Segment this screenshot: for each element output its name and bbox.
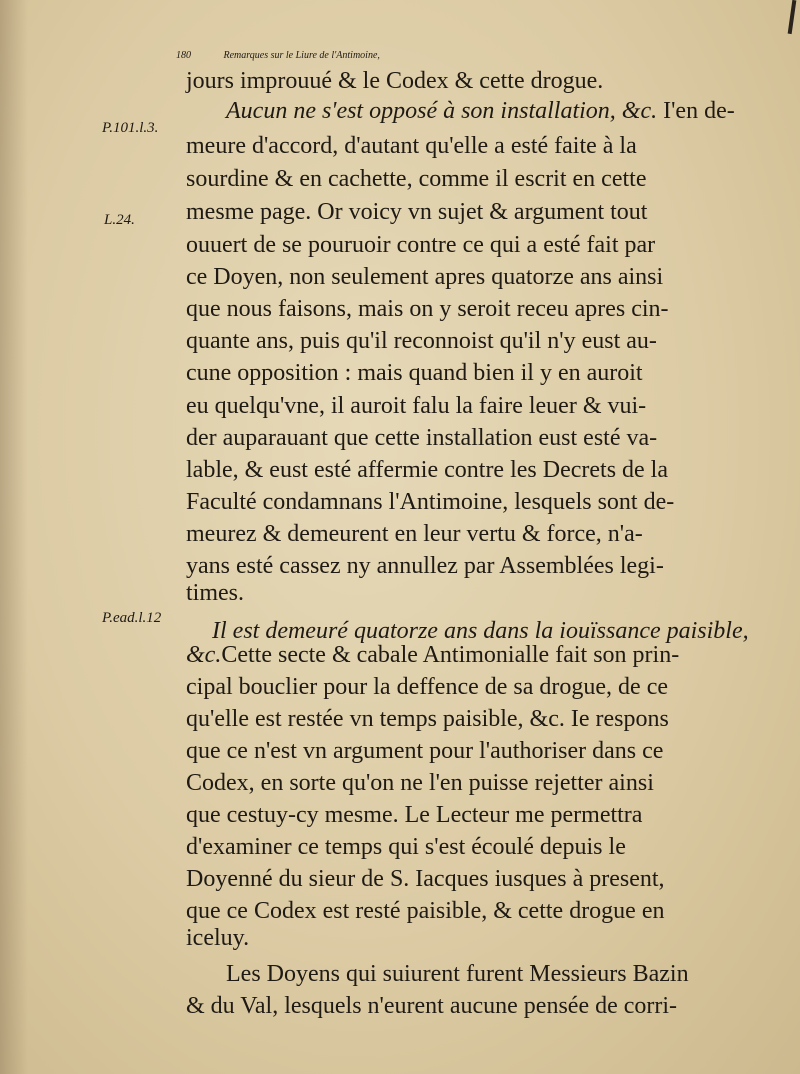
- text-line: ce Doyen, non seulement apres quatorze ans ainsi: [186, 264, 664, 290]
- ink-mark: [788, 0, 797, 34]
- text-line: yans esté cassez ny annullez par Assemblées legi-: [186, 553, 664, 579]
- text-line: Codex, en sorte qu'on ne l'en puisse rejetter ainsi: [186, 770, 654, 796]
- quoted-passage: Il est demeuré quatorze ans dans la iouïssance paisible,: [212, 618, 749, 644]
- text-span: Cette secte & cabale Antimonialle fait son prin-: [221, 642, 680, 668]
- margin-note-reference: P.101.l.3.: [102, 120, 159, 136]
- text-line: qu'elle est restée vn temps paisible, &c. Ie respons: [186, 706, 669, 732]
- text-line: d'examiner ce temps qui s'est écoulé depuis le: [186, 834, 626, 860]
- text-line: iceluy.: [186, 925, 250, 951]
- text-line: [226, 94, 735, 128]
- text-line: meure d'accord, d'autant qu'elle a esté faite à la: [186, 133, 637, 159]
- text-line: mesme page. Or voicy vn sujet & argument tout: [186, 199, 648, 225]
- text-line: Doyenné du sieur de S. Iacques iusques à present,: [186, 866, 665, 892]
- text-line: ouuert de se pouruoir contre ce qui a esté fait par: [186, 232, 656, 258]
- text-line: & du Val, lesquels n'eurent aucune pensée de corri-: [186, 993, 678, 1019]
- text-line: que ce Codex est resté paisible, & cette drogue en: [186, 898, 665, 924]
- margin-note-reference: P.ead.l.12: [102, 610, 162, 626]
- text-line: lable, & eust esté affermie contre les Decrets de la: [186, 457, 669, 483]
- text-line: que nous faisons, mais on y seroit receu apres cin-: [186, 296, 669, 322]
- text-line: quante ans, puis qu'il reconnoist qu'il n'y eust au-: [186, 328, 657, 354]
- quoted-passage: Aucun ne s'est opposé à son installation, &c.: [226, 98, 658, 124]
- margin-note-reference: L.24.: [104, 212, 135, 228]
- text-line: cune opposition : mais quand bien il y en auroit: [186, 360, 643, 386]
- text-line: que cestuy-cy mesme. Le Lecteur me permettra: [186, 802, 643, 828]
- text-line: jours improuué & le Codex & cette drogue.: [186, 68, 604, 94]
- text-line: que ce n'est vn argument pour l'authoriser dans ce: [186, 738, 664, 764]
- text-line: [186, 638, 679, 672]
- text-line: sourdine & en cachette, comme il escrit en cette: [186, 166, 647, 192]
- text-line: times.: [186, 580, 244, 606]
- quoted-passage: &c.: [186, 642, 222, 668]
- text-line: eu quelqu'vne, il auroit falu la faire leuer & vui-: [186, 393, 647, 419]
- text-line: Faculté condamnans l'Antimoine, lesquels sont de-: [186, 489, 675, 515]
- text-span: I'en de-: [657, 98, 735, 124]
- text-line: der auparauant que cette installation eust esté va-: [186, 425, 658, 451]
- page-number: 180: [176, 50, 191, 61]
- running-title: Remarques sur le Liure de l'Antimoine,: [223, 50, 380, 61]
- text-line: Les Doyens qui suiurent furent Messieurs Bazin: [226, 961, 689, 987]
- text-line: meurez & demeurent en leur vertu & force, n'a-: [186, 521, 643, 547]
- text-line: cipal bouclier pour la deffence de sa drogue, de ce: [186, 674, 668, 700]
